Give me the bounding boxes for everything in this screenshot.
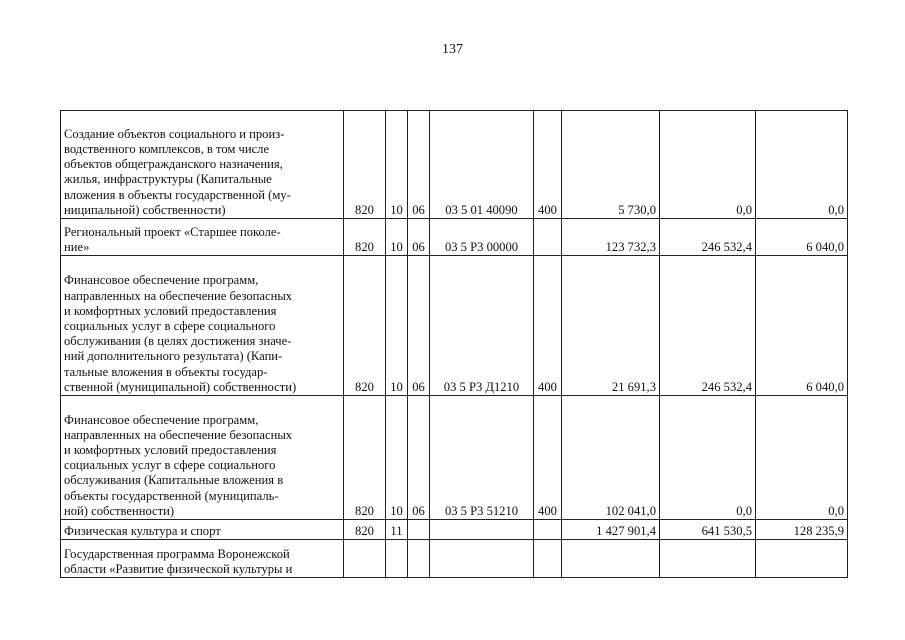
row-description [61, 256, 344, 396]
cell-sum-1 [562, 540, 660, 578]
description-line: области «Развитие физической культуры и [64, 561, 293, 576]
cell-sum-3: 128 235,9 [756, 520, 848, 540]
cell-rz [386, 540, 408, 578]
cell-sum-2: 641 530,5 [660, 520, 756, 540]
table-row [61, 396, 848, 520]
cell-sum-1: 1 427 901,4 [562, 520, 660, 540]
description-line: объекты государственной (муниципаль- [64, 488, 279, 503]
table-row [61, 111, 848, 219]
budget-table [60, 110, 848, 578]
cell-gr: 820 [344, 396, 386, 520]
row-description [61, 396, 344, 520]
cell-pr [408, 540, 430, 578]
description-line: ственной (муниципальной) собственности) [64, 379, 297, 394]
description-line: вложения в объекты государственной (му- [64, 187, 291, 202]
cell-pr: 06 [408, 396, 430, 520]
description-line: направленных на обеспечение безопасных [64, 288, 293, 303]
cell-sum-3: 0,0 [756, 396, 848, 520]
description-line: социальных услуг в сфере социального [64, 318, 276, 333]
cell-vr [534, 540, 562, 578]
description-line: жилья, инфраструктуры (Капитальные [64, 172, 272, 187]
description-line: объектов общегражданского назначения, [64, 157, 283, 172]
cell-rz: 10 [386, 396, 408, 520]
cell-csr: 03 5 01 40090 [430, 111, 534, 219]
description-line: Финансовое обеспечение программ, [64, 412, 259, 427]
page-number: 137 [442, 42, 463, 57]
cell-csr: 03 5 Р3 Д1210 [430, 256, 534, 396]
description-line: ние» [64, 239, 90, 254]
table-body [61, 111, 848, 578]
description-line: направленных на обеспечение безопасных [64, 427, 293, 442]
cell-sum-3: 0,0 [756, 111, 848, 219]
cell-rz: 11 [386, 520, 408, 540]
description-line: ной) собственности) [64, 503, 175, 518]
cell-csr: 03 5 Р3 00000 [430, 219, 534, 256]
cell-gr: 820 [344, 520, 386, 540]
cell-rz: 10 [386, 111, 408, 219]
description-line: Государственная программа Воронежской [64, 546, 290, 561]
cell-sum-1: 102 041,0 [562, 396, 660, 520]
cell-sum-1: 21 691,3 [562, 256, 660, 396]
description-line: тальные вложения в объекты государ- [64, 364, 268, 379]
row-description [61, 219, 344, 256]
table-row [61, 540, 848, 578]
cell-csr [430, 540, 534, 578]
description-line: социальных услуг в сфере социального [64, 458, 276, 473]
cell-pr: 06 [408, 219, 430, 256]
cell-gr: 820 [344, 219, 386, 256]
description-line: и комфортных условий предоставления [64, 303, 277, 318]
cell-vr: 400 [534, 111, 562, 219]
cell-sum-2: 246 532,4 [660, 219, 756, 256]
cell-pr: 06 [408, 256, 430, 396]
cell-vr: 400 [534, 256, 562, 396]
cell-sum-1: 5 730,0 [562, 111, 660, 219]
row-description [61, 520, 344, 540]
cell-sum-2: 0,0 [660, 111, 756, 219]
cell-sum-1: 123 732,3 [562, 219, 660, 256]
row-description [61, 540, 344, 578]
cell-gr: 820 [344, 256, 386, 396]
table-row [61, 219, 848, 256]
cell-pr [408, 520, 430, 540]
table-row [61, 256, 848, 396]
description-line: и комфортных условий предоставления [64, 442, 277, 457]
description-line: обслуживания (Капитальные вложения в [64, 473, 284, 488]
cell-sum-2 [660, 540, 756, 578]
cell-gr: 820 [344, 111, 386, 219]
description-line: Региональный проект «Старшее поколе- [64, 224, 281, 239]
cell-vr [534, 520, 562, 540]
description-line: Создание объектов социального и произ- [64, 126, 285, 141]
row-description [61, 111, 344, 219]
table-row [61, 520, 848, 540]
description-line: водственного комплексов, в том числе [64, 141, 270, 156]
cell-rz: 10 [386, 219, 408, 256]
description-line: Финансовое обеспечение программ, [64, 273, 259, 288]
cell-csr: 03 5 Р3 51210 [430, 396, 534, 520]
cell-sum-2: 0,0 [660, 396, 756, 520]
cell-csr [430, 520, 534, 540]
cell-vr: 400 [534, 396, 562, 520]
description-line: обслуживания (в целях достижения значе- [64, 334, 292, 349]
cell-gr [344, 540, 386, 578]
cell-sum-3 [756, 540, 848, 578]
cell-sum-2: 246 532,4 [660, 256, 756, 396]
cell-vr [534, 219, 562, 256]
cell-pr: 06 [408, 111, 430, 219]
cell-sum-3: 6 040,0 [756, 219, 848, 256]
description-line: Физическая культура и спорт [64, 523, 221, 538]
description-line: ниципальной) собственности) [64, 202, 226, 217]
cell-sum-3: 6 040,0 [756, 256, 848, 396]
cell-rz: 10 [386, 256, 408, 396]
description-line: ний дополнительного результата) (Капи- [64, 349, 283, 364]
